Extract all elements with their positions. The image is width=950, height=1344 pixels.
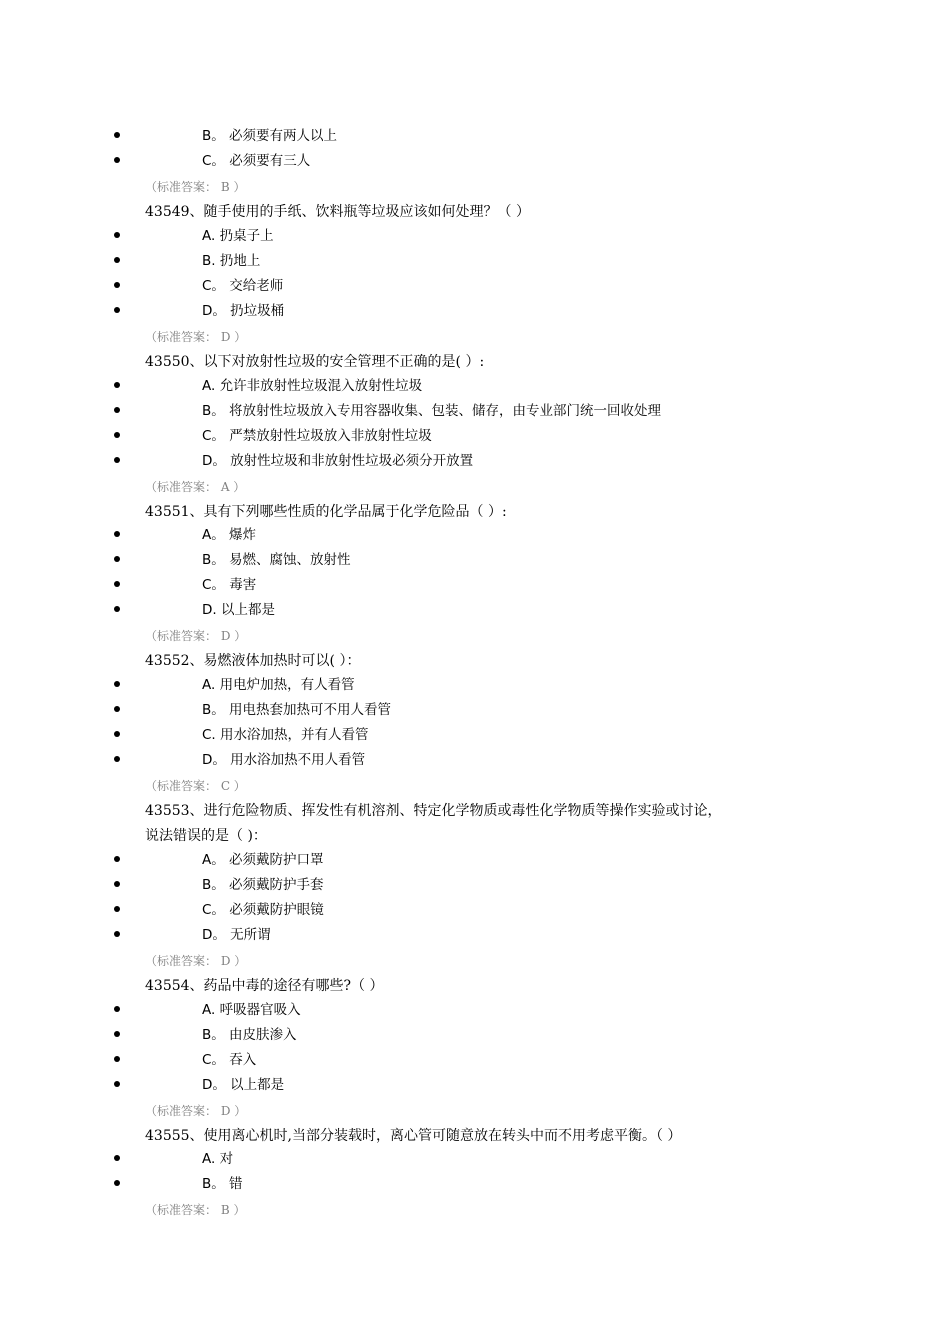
bullet-icon <box>114 556 120 562</box>
option-text: B。 易燃、腐蚀、放射性 <box>202 552 351 569</box>
option-text: C. 用水浴加热，并有人看管 <box>202 727 369 744</box>
option-text: C。 必须戴防护眼镜 <box>202 901 324 918</box>
option-text: B。 将放射性垃圾放入专用容器收集、包装、储存，由专业部门统一回收处理 <box>202 402 662 419</box>
option-text: B。 必须戴防护手套 <box>202 876 324 893</box>
bullet-icon <box>114 706 120 712</box>
bullet-icon <box>114 856 120 862</box>
bullet-icon <box>114 157 120 163</box>
option-text: D。 扔垃圾桶 <box>202 302 285 319</box>
option-item <box>0 898 950 923</box>
option-item <box>0 548 950 573</box>
option-item <box>0 923 950 948</box>
option-text: C。 必须要有三人 <box>202 153 311 169</box>
standard-answer: （标准答案： A ） <box>145 479 246 494</box>
standard-answer: （标准答案： D ） <box>145 1103 247 1118</box>
bullet-icon <box>114 906 120 912</box>
option-item <box>0 299 950 324</box>
option-text: D。 无所谓 <box>202 926 271 943</box>
option-text: D。 用水浴加热不用人看管 <box>202 752 366 769</box>
bullet-icon <box>114 382 120 388</box>
standard-answer: （标准答案： D ） <box>145 953 247 968</box>
answer-line <box>0 324 950 349</box>
option-text: A. 对 <box>202 1151 234 1168</box>
option-text: A. 用电炉加热，有人看管 <box>202 677 355 694</box>
option-item <box>0 1048 950 1073</box>
option-item <box>0 1172 950 1197</box>
bullet-icon <box>114 531 120 537</box>
option-item <box>0 1147 950 1172</box>
option-text: D. 以上都是 <box>202 602 275 619</box>
question-text: 43551、具有下列哪些性质的化学品属于化学危险品（ ）: <box>145 503 507 520</box>
question-document <box>0 124 950 1222</box>
option-text: A。 爆炸 <box>202 527 257 544</box>
option-text: C。 吞入 <box>202 1051 257 1068</box>
answer-line <box>0 623 950 648</box>
question-text: 43552、易燃液体加热时可以( ）： <box>145 653 361 670</box>
option-item <box>0 748 950 773</box>
answer-line <box>0 773 950 798</box>
option-text: C。 交给老师 <box>202 277 284 294</box>
option-text: A. 呼吸器官吸入 <box>202 1001 301 1018</box>
bullet-icon <box>114 1056 120 1062</box>
option-item <box>0 224 950 249</box>
option-item <box>0 873 950 898</box>
bullet-icon <box>114 1081 120 1087</box>
option-text: A. 扔桌子上 <box>202 227 274 244</box>
option-text: B。 用电热套加热可不用人看管 <box>202 702 392 719</box>
standard-answer: （标准答案： D ） <box>145 629 247 644</box>
option-text: B。 由皮肤渗入 <box>202 1026 297 1043</box>
question-line <box>0 499 950 524</box>
option-item <box>0 1073 950 1098</box>
bullet-icon <box>114 432 120 438</box>
question-text: 43554、药品中毒的途径有哪些?（ ） <box>145 977 384 994</box>
option-text: B。 必须要有两人以上 <box>202 128 338 144</box>
option-text: A. 允许非放射性垃圾混入放射性垃圾 <box>202 377 423 394</box>
bullet-icon <box>114 1031 120 1037</box>
bullet-icon <box>114 307 120 313</box>
option-text: B. 扔地上 <box>202 252 261 269</box>
option-item <box>0 848 950 873</box>
bullet-icon <box>114 257 120 263</box>
question-text: 43555、使用离心机时,当部分装载时，离心管可随意放在转头中而不用考虑平衡。（ ） <box>145 1127 682 1144</box>
option-text: A。 必须戴防护口罩 <box>202 851 324 868</box>
answer-line <box>0 174 950 199</box>
answer-line <box>0 1197 950 1222</box>
option-item <box>0 124 950 149</box>
bullet-icon <box>114 581 120 587</box>
bullet-icon <box>114 1155 120 1161</box>
option-item <box>0 1023 950 1048</box>
question-text: 43549、随手使用的手纸、饮料瓶等垃圾应该如何处理？（ ） <box>145 204 530 220</box>
option-item <box>0 523 950 548</box>
question-line <box>0 798 950 823</box>
bullet-icon <box>114 1180 120 1186</box>
option-text: D。 以上都是 <box>202 1076 285 1093</box>
option-text: C。 毒害 <box>202 577 257 594</box>
bullet-icon <box>114 282 120 288</box>
question-line <box>0 973 950 998</box>
option-item <box>0 249 950 274</box>
answer-line <box>0 1098 950 1123</box>
question-text: 说法错误的是（ )： <box>145 827 267 844</box>
option-item <box>0 998 950 1023</box>
question-text: 43550、以下对放射性垃圾的安全管理不正确的是( ）: <box>145 353 485 370</box>
answer-line <box>0 948 950 973</box>
question-line <box>0 199 950 224</box>
question-text: 43553、进行危险物质、挥发性有机溶剂、特定化学物质或毒性化学物质等操作实验或讨论， <box>145 803 722 820</box>
bullet-icon <box>114 132 120 138</box>
bullet-icon <box>114 606 120 612</box>
option-item <box>0 698 950 723</box>
question-line <box>0 823 950 848</box>
question-line <box>0 349 950 374</box>
option-item <box>0 598 950 623</box>
standard-answer: （标准答案： D ） <box>145 329 247 344</box>
option-item <box>0 573 950 598</box>
option-text: B。 错 <box>202 1176 243 1193</box>
bullet-icon <box>114 407 120 413</box>
option-item <box>0 723 950 748</box>
bullet-icon <box>114 1006 120 1012</box>
bullet-icon <box>114 731 120 737</box>
option-item <box>0 399 950 424</box>
bullet-icon <box>114 681 120 687</box>
bullet-icon <box>114 457 120 463</box>
option-item <box>0 424 950 449</box>
bullet-icon <box>114 931 120 937</box>
question-line <box>0 648 950 673</box>
option-item <box>0 374 950 399</box>
standard-answer: （标准答案： C ） <box>145 779 246 794</box>
bullet-icon <box>114 232 120 238</box>
bullet-icon <box>114 756 120 762</box>
option-text: D。 放射性垃圾和非放射性垃圾必须分开放置 <box>202 452 474 469</box>
option-item <box>0 673 950 698</box>
standard-answer: （标准答案： B ） <box>145 1203 246 1218</box>
bullet-icon <box>114 881 120 887</box>
option-item <box>0 274 950 299</box>
answer-line <box>0 474 950 499</box>
question-line <box>0 1123 950 1148</box>
option-item <box>0 149 950 174</box>
option-item <box>0 449 950 474</box>
standard-answer: （标准答案： B ） <box>145 180 246 194</box>
option-text: C。 严禁放射性垃圾放入非放射性垃圾 <box>202 427 432 444</box>
